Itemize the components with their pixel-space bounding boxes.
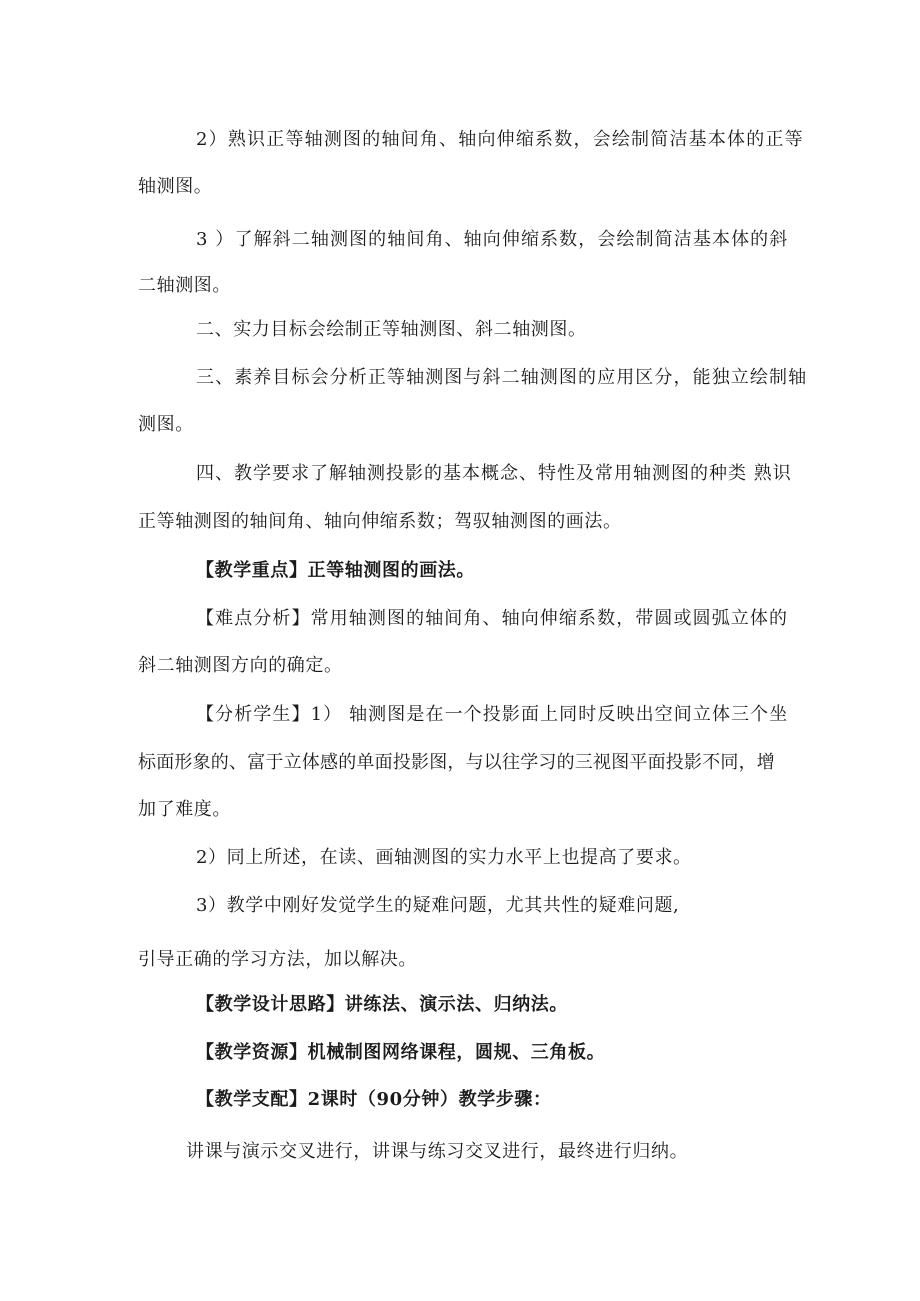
section-heading-line: 【教学支配】2课时（90分钟）教学步骤： xyxy=(196,1089,552,1110)
text-line: 轴测图。 xyxy=(138,176,213,197)
text-line: 引导正确的学习方法，加以解决。 xyxy=(138,949,417,970)
text-line: 正等轴测图的轴间角、轴向伸缩系数；驾驭轴测图的画法。 xyxy=(138,511,622,532)
text-line: 3）教学中刚好发觉学生的疑难问题，尤其共性的疑难问题, xyxy=(196,895,680,916)
text-line: 【难点分析】常用轴测图的轴间角、轴向伸缩系数，带圆或圆弧立体的 xyxy=(196,608,789,629)
text-line: 讲课与演示交叉进行，讲课与练习交叉进行，最终进行归纳。 xyxy=(186,1141,689,1162)
text-line: 3 ）了解斜二轴测图的轴间角、轴向伸缩系数，会绘制简洁基本体的斜 xyxy=(196,229,789,250)
text-line: 【分析学生】1） 轴测图是在一个投影面上同时反映出空间立体三个坐 xyxy=(196,704,789,725)
section-heading-line: 【教学设计思路】讲练法、演示法、归纳法。 xyxy=(196,994,568,1015)
text-line: 四、教学要求了解轴测投影的基本概念、特性及常用轴测图的种类 熟识 xyxy=(196,463,792,484)
text-line: 二轴测图。 xyxy=(138,275,231,296)
section-heading-line: 【教学资源】机械制图网络课程，圆规、三角板。 xyxy=(196,1042,606,1063)
section-heading-line: 【教学重点】正等轴测图的画法。 xyxy=(196,560,475,581)
text-line: 2）熟识正等轴测图的轴间角、轴向伸缩系数，会绘制简洁基本体的正等 xyxy=(196,129,804,150)
text-line: 标面形象的、富于立体感的单面投影图，与以往学习的三视图平面投影不同，增 xyxy=(138,752,775,773)
text-line: 二、实力目标会绘制正等轴测图、斜二轴测图。 xyxy=(196,319,587,340)
text-line: 三、素养目标会分析正等轴测图与斜二轴测图的应用区分，能独立绘制轴 xyxy=(196,367,808,388)
text-line: 斜二轴测图方向的确定。 xyxy=(138,655,343,676)
text-line: 加了难度。 xyxy=(138,799,231,820)
text-line: 测图。 xyxy=(138,414,194,435)
text-line: 2）同上所述，在读、画轴测图的实力水平上也提高了要求。 xyxy=(196,847,692,868)
